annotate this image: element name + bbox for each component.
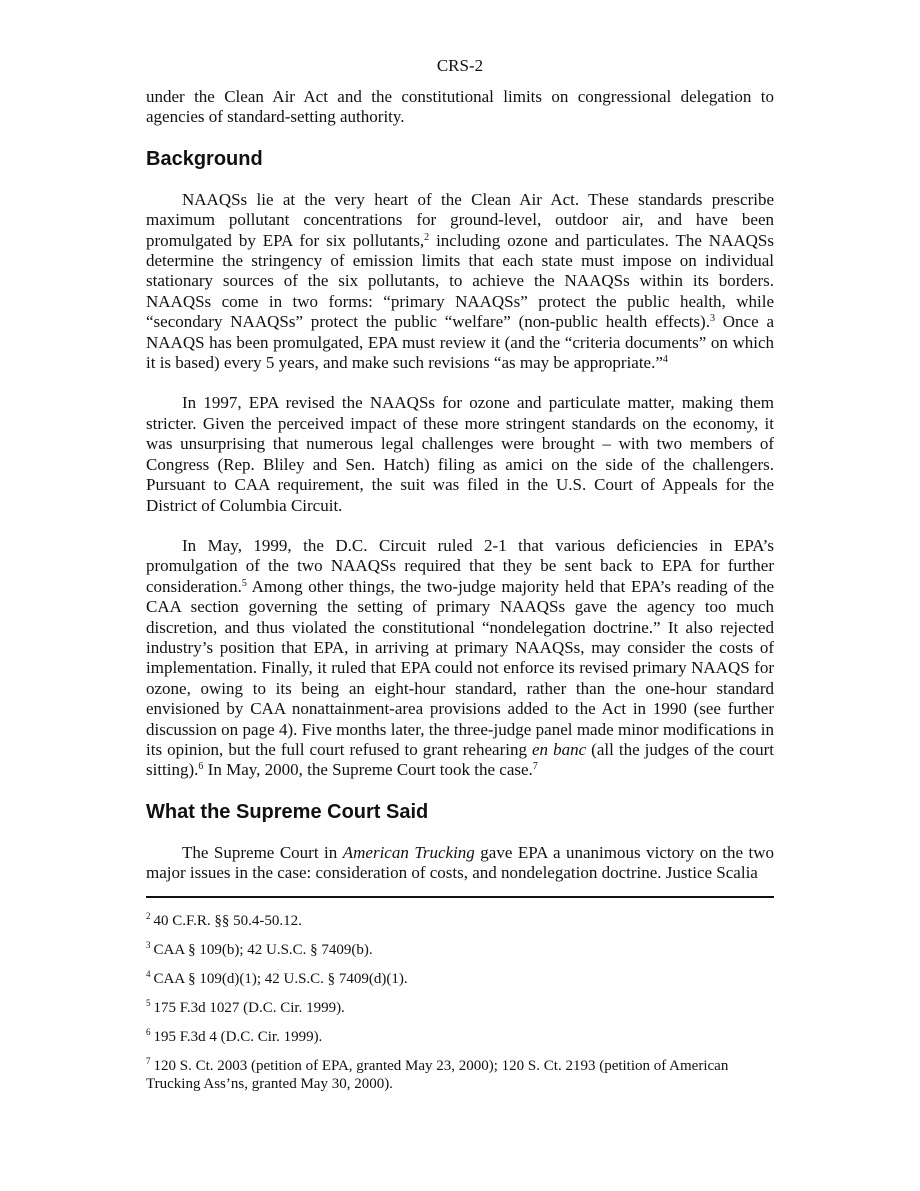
footnote-text: 195 F.3d 4 (D.C. Cir. 1999). [153,1028,323,1045]
footnote-divider [146,896,774,898]
footnote-text: 120 S. Ct. 2003 (petition of EPA, granted May 23, 2000); 120 S. Ct. 2193 (petition of American Trucking Ass’ns, granted May 30, 2000). [146,1057,729,1092]
running-head: CRS-2 [436,56,484,75]
intro-paragraph: under the Clean Air Act and the constitutional limits on congressional delegation to agencies of standard-setting authority. [146,87,774,127]
case-name: American Trucking [342,842,475,862]
background-paragraph-2: In 1997, EPA revised the NAAQSs for ozone and particulate matter, making them stricter. Given the perceived impact of these more stringent standards on the economy, it was unsurprising that numerous legal challenges were brought – with two members of Congress (Rep. Bliley and Sen. Hatch) filing as amici on the side of the challengers. Pursuant to CAA requirement, the suit was filed in the U.S. Court of Appeals for the District of Columbia Circuit. [146,393,774,515]
section-heading-background: Background [146,147,263,170]
footnote-number: 7 [146,1055,151,1066]
footnote-ref[interactable]: 7 [532,761,538,773]
text-run: gave EPA a unanimous victory on the two major issues in the case: consideration of costs, and nondelegation doctrine. Justice Scalia [146,842,774,883]
text-run: In May, 2000, the Supreme Court took the case. [203,760,533,780]
footnote-number: 4 [146,968,151,979]
background-paragraph-3 [146,536,774,781]
footnote-number: 2 [146,910,151,921]
text-run: Among other things, the two-judge majority held that EPA’s reading of the CAA section governing the setting of primary NAAQSs gave the agency too much discretion, and thus violated the constitutional “nondelegation doctrine.” It also rejected industry’s position that EPA, in arriving at primary NAAQSs, may consider the costs of implementation. Finally, it ruled that EPA could not enforce its revised primary NAAQS for ozone, owing to its being an eight-hour standard, rather than the one-hour standard envisioned by CAA nonattainment-area provisions added to the Act in 1990 (see further discussion on page 4). Five months later, the three-judge panel made minor modifications in its opinion, but the full court refused to grant rehearing [146,576,774,759]
text-run: The Supreme Court in [182,842,343,862]
footnotes [146,912,774,1093]
text-run: Once a NAAQS has been promulgated, EPA must review it (and the “criteria documents” on which it is based) every 5 years, and make such revisions “as may be appropriate.” [146,312,774,373]
text-run: including ozone and particulates. The NAAQSs determine the stringency of emission limits that each state must impose on individual stationary sources of the six pollutants, to achieve the NAAQSs within its borders. NAAQSs come in two forms: “primary NAAQSs” protect the public health, while “secondary NAAQSs” protect the public “welfare” (non-public health effects). [146,230,774,332]
document-page [146,0,774,1104]
footnote-5 [146,999,774,1017]
footnote-text: CAA § 109(d)(1); 42 U.S.C. § 7409(d)(1). [153,970,408,987]
footnote-ref[interactable]: 6 [198,761,204,773]
footnote-number: 6 [146,1026,151,1037]
footnote-text: 175 F.3d 1027 (D.C. Cir. 1999). [153,999,345,1016]
footnote-6 [146,1028,774,1046]
supreme-paragraph-1 [146,843,774,884]
italic-term: en banc [532,739,587,759]
footnote-text: CAA § 109(b); 42 U.S.C. § 7409(b). [153,941,373,958]
footnote-2 [146,912,774,930]
footnote-number: 3 [146,939,151,950]
footnote-ref[interactable]: 4 [662,354,668,366]
footnote-number: 5 [146,997,151,1008]
text-run: (all the judges of the court sitting). [146,739,774,780]
section-heading-supreme-court: What the Supreme Court Said [146,800,429,823]
background-paragraph-1 [146,190,774,374]
text-run: NAAQSs lie at the very heart of the Clean Air Act. These standards prescribe maximum pollutant concentrations for ground-level, outdoor air, and have been promulgated by EPA for six pollutants, [146,189,774,250]
text-run: In May, 1999, the D.C. Circuit ruled 2-1 that various deficiencies in EPA’s promulgation of the two NAAQSs required that they be sent back to EPA for further consideration. [146,535,774,596]
footnote-text: 40 C.F.R. §§ 50.4-50.12. [153,912,302,929]
footnote-ref[interactable]: 2 [424,231,430,243]
footnote-ref[interactable]: 3 [709,313,715,325]
footnote-3 [146,941,774,959]
footnote-4 [146,970,774,988]
footnote-7 [146,1057,774,1093]
footnote-ref[interactable]: 5 [241,577,247,589]
